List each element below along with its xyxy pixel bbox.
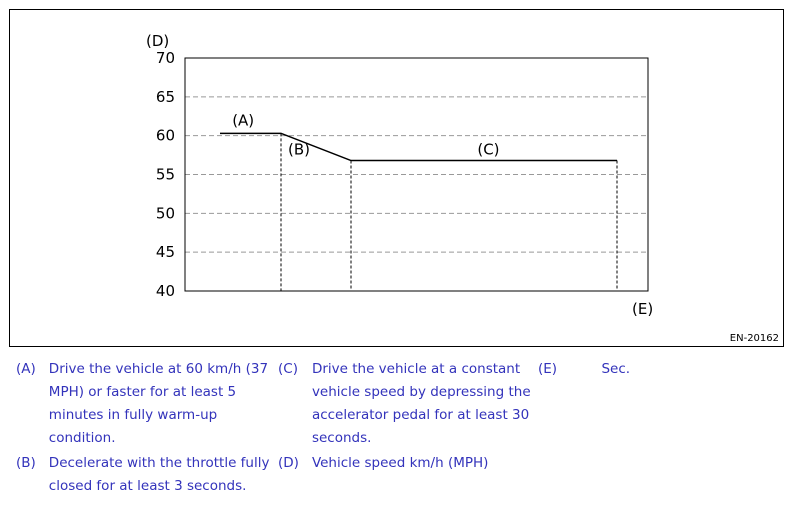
legend-column-2 — [278, 358, 532, 475]
phase-label: (C) — [477, 140, 500, 159]
legend-item-b — [16, 450, 274, 498]
legend-text: Decelerate with the throttle fully closed for at least 3 seconds. — [48, 455, 270, 494]
legend-item-c — [278, 358, 532, 450]
speed-chart — [10, 10, 785, 348]
y-axis-label: (D) — [146, 32, 170, 50]
legend-key: (A) — [16, 361, 36, 377]
legend-text: Vehicle speed km/h (MPH) — [311, 455, 489, 471]
y-tick-label: 55 — [155, 165, 175, 184]
y-tick-label: 60 — [155, 126, 175, 145]
x-axis-label: (E) — [632, 300, 654, 318]
legend-key: (E) — [538, 361, 558, 377]
figure-frame — [9, 9, 784, 347]
vehicle-speed-line — [220, 133, 617, 160]
legend-text: Drive the vehicle at a constant vehicle speed by depressing the accelerator pedal for at least 30 seconds. — [311, 361, 531, 446]
y-tick-label: 50 — [155, 204, 175, 223]
legend-text: Sec. — [601, 361, 631, 377]
legend-key: (C) — [278, 361, 298, 377]
legend-item-e — [538, 358, 658, 381]
legend-key: (D) — [278, 455, 299, 471]
phase-label: (A) — [232, 111, 255, 130]
y-tick-label: 45 — [155, 243, 175, 262]
phase-label: (B) — [288, 140, 310, 159]
figure-id: EN-20162 — [729, 333, 779, 344]
legend-column-3 — [538, 358, 658, 381]
legend-item-d — [278, 450, 532, 475]
y-tick-label: 65 — [155, 87, 175, 106]
legend-column-1 — [16, 358, 274, 498]
y-tick-label: 40 — [155, 282, 175, 300]
legend-item-a — [16, 358, 274, 450]
y-tick-label: 70 — [155, 49, 175, 67]
legend-key: (B) — [16, 455, 36, 471]
legend-text: Drive the vehicle at 60 km/h (37 MPH) or faster for at least 5 minutes in fully warm-up condition. — [48, 361, 269, 446]
